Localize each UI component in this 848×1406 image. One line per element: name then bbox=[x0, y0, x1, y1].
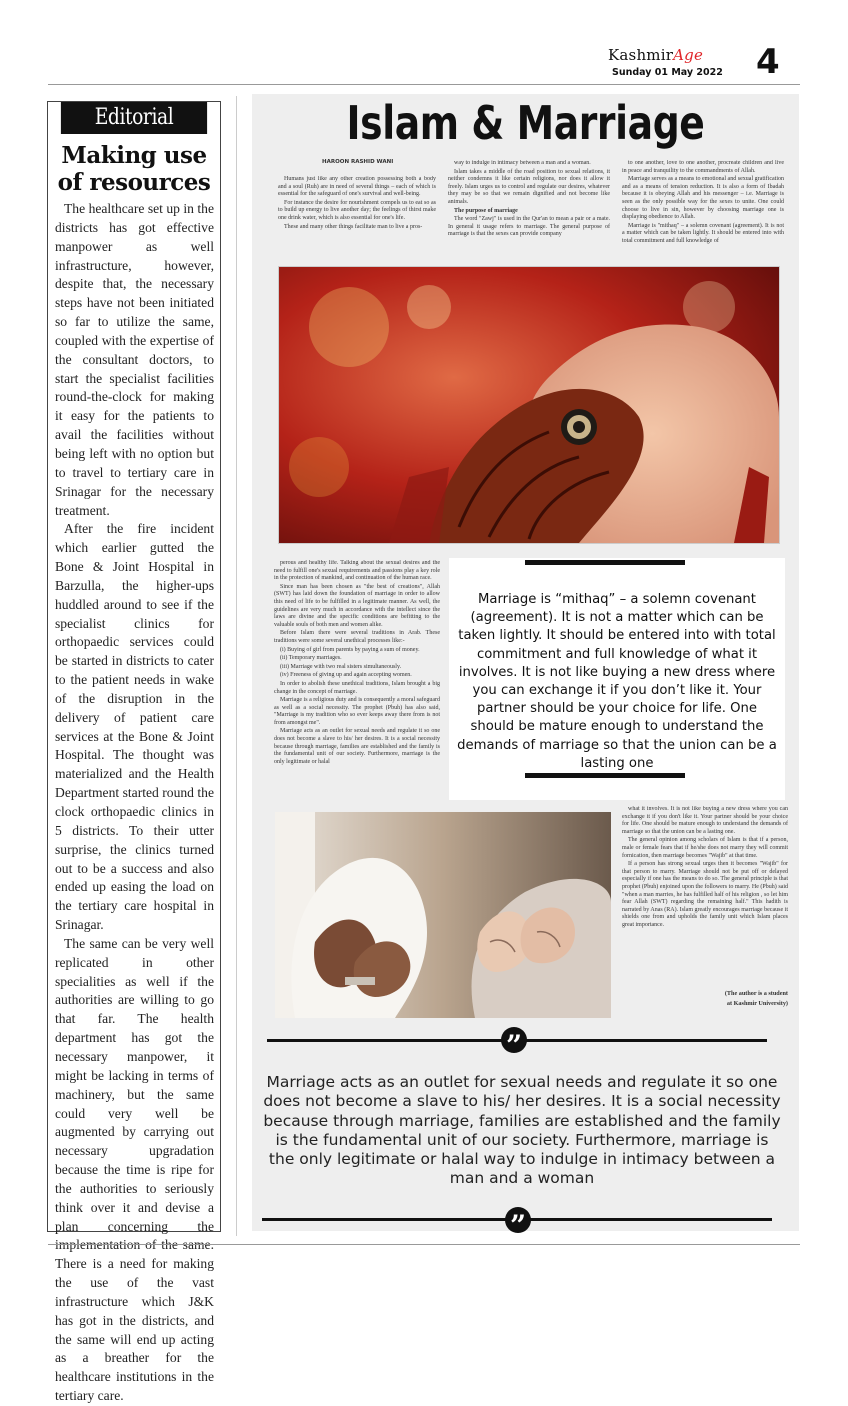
bottom-divider bbox=[48, 1244, 800, 1245]
author-byline: HAROON RASHID WANI bbox=[322, 159, 394, 165]
article-title: Islam & Marriage bbox=[346, 96, 705, 150]
callout-box bbox=[449, 558, 785, 800]
author-note-line: (The author is a student bbox=[724, 990, 788, 997]
article-paragraph: perous and healthy life. Talking about the sexual desires and the need to fulfill one's sexual requirements and passions play a key role in the protection of mankind, and continuation of the human race. bbox=[274, 560, 440, 582]
article-paragraph: The word "Zawj" is used in the Qur'an to mean a pair or a mate. In general it usage refers to marriage. The general purpose of marriage is that the sexes can provide company bbox=[448, 216, 610, 238]
author-note bbox=[644, 989, 788, 1009]
article-subhead: The purpose of marriage bbox=[454, 207, 518, 214]
article-list-item: (iv) Freeness of giving up and again accepting women. bbox=[280, 672, 412, 679]
article-paragraph: Marriage serves as a means to emotional and sexual gratification and as a means of tension reduction. It is also a form of Ibadah because it is obeying Allah and his messenger – i.e. Marriage is seen as the only possible way for the sexes to unite. One could choose to live in sin, however by choosing marriage one is displaying obedience to Allah. bbox=[622, 176, 784, 221]
article-paragraph: Humans just like any other creation possessing both a body and a soul (Ruh) are in need of several things – each of which is essential for the safeguard of one's survival and well-being. bbox=[278, 176, 436, 198]
page-number: 4 bbox=[756, 42, 780, 82]
editorial-paragraph: The healthcare set up in the districts has got effective manpower as well infrastructure, however, despite that, the necessary steps have not been initiated so far to utilize the same, coupled with the expertise of the consultant doctors, to start the specialist facilities round-the-clock for making it easy for the patients to avail the facilities without being left with no option but to travel to tertiary care in Srinagar for the necessary treatment. bbox=[55, 201, 214, 518]
editorial-paragraph: After the fire incident which earlier gutted the Bone & Joint Hospital in Barzulla, the higher-ups huddled around to see if the specialist clinics for orthopaedic services could be started in districts to cater to the patient needs in wake of the disruption in the delivery of patient care services at the Bone & Joint Hospital. The thought was materialized and the Health Department started round the clock orthopaedic clinics in 5 districts. To their utter surprise, the clinics turned out to be a success and also ended up easing the load on the tertiary care hospital in Srinagar. bbox=[55, 521, 214, 933]
article-column-3 bbox=[622, 160, 784, 264]
article-paragraph: Marriage is a religious duty and is consequently a moral safeguard as well as a social necessity. The prophet (Pbuh) has also said, "Marriage is my tradition who so ever keeps away there from is not from amongst me". bbox=[274, 697, 440, 726]
editorial-body bbox=[55, 200, 214, 1406]
article-paragraph: The general opinion among scholars of Islam is that if a person, male or female fears that if he/she does not marry they will commit fornication, then marriage becomes "Wajib" at that time. bbox=[622, 837, 788, 859]
article-paragraph: Before Islam there were several traditions in Arab. These traditions were some several unethical processes like:- bbox=[274, 630, 440, 644]
article-list-item: (ii) Temporary marriages. bbox=[280, 655, 342, 662]
quote-icon: ” bbox=[501, 1027, 527, 1053]
masthead bbox=[608, 42, 798, 82]
article-paragraph: Since man has been chosen as "the best of creations", Allah (SWT) has laid down the foundation of marriage in order to allow this need of life to be fulfilled in a legitimate manner. As well, the guidelines are very much in accordance with the intellect since the laws are divine and the specific conditions are befitting to the valuable souls of both men and women alike. bbox=[274, 583, 440, 628]
callout-text: Marriage is “mithaq” – a solemn covenant (agreement). It is not a matter which can be taken lightly. It should be entered into with total commitment and full knowledge of what it involves. It is not like buying a new dress where you can exchange it if you don’t like it. Your partner should be your choice for life. One should be mature enough to understand the demands of marriage so that the union can be a lasting one bbox=[457, 592, 777, 771]
article-column-5 bbox=[622, 806, 788, 986]
brand-suffix: Age bbox=[673, 46, 704, 64]
article-column-1 bbox=[278, 176, 436, 266]
article-list-item: (iii) Marriage with two real sisters simultaneously. bbox=[280, 663, 402, 670]
article-paragraph: For instance the desire for nourishment compels us to eat so as to build up energy to live another day; the feelings of thirst make one drink water, which is also essential for one's life. bbox=[278, 199, 436, 221]
feature-panel bbox=[252, 94, 799, 1242]
editorial-column bbox=[47, 101, 221, 1404]
article-paragraph: These and many other things facilitate man to live a pros- bbox=[284, 223, 423, 230]
article-paragraph: way to indulge in intimacy between a man and a woman. bbox=[454, 160, 591, 166]
editorial-headline: Making use of resources bbox=[57, 142, 211, 196]
top-divider bbox=[48, 84, 800, 85]
callout-top-bar bbox=[525, 560, 685, 565]
praying-hands-photo bbox=[275, 812, 611, 1018]
article-paragraph: Marriage acts as an outlet for sexual needs and regulate it so one does not become a slave to his/ her desires. It is a social necessity because through marriage, families are established and the family is the fundamental unit of our society. Furthermore, marriage is the only legitimate or halal bbox=[274, 728, 440, 765]
brand-logo bbox=[608, 46, 703, 64]
article-column-2 bbox=[448, 160, 610, 264]
article-list-item: (i) Buying of girl from parents by paying a sum of money. bbox=[280, 646, 420, 653]
column-divider bbox=[236, 96, 237, 1236]
henna-hands-image bbox=[279, 267, 779, 543]
publication-date: Sunday 01 May 2022 bbox=[612, 67, 723, 78]
author-note-line: at Kashmir University) bbox=[726, 1000, 788, 1007]
quote-icon: ” bbox=[505, 1207, 531, 1233]
henna-hands-photo bbox=[278, 266, 780, 544]
article-paragraph: Islam takes a middle of the road position to sexual relations, it neither condemns it like certain religions, nor does it allow it freely. Islam urges us to control and regulate our desires, whatever they may be so that we remain dignified and not become like animals. bbox=[448, 168, 610, 205]
article-paragraph: to one another, love to one another, procreate children and live in peace and tranquility to the commandments of Allah. bbox=[622, 160, 784, 174]
callout-bottom-bar bbox=[525, 773, 685, 778]
article-paragraph: In order to abolish these unethical traditions, Islam brought a big change in the concept of marriage. bbox=[274, 680, 440, 695]
praying-hands-image bbox=[275, 812, 611, 1018]
article-column-4 bbox=[274, 560, 440, 808]
article-paragraph: Marriage is "mithaq" – a solemn covenant (agreement). It is not a matter which can be taken lightly. It should be entered into with total commitment and full knowledge of bbox=[622, 222, 784, 244]
pull-quote-text: Marriage acts as an outlet for sexual needs and regulate it so one does not become a slave to his/ her desires. It is a social necessity because through marriage, families are established and the family is the fundamental unit of our society. Furthermore, marriage is the only legitimate or halal way to indulge in intimacy between a man and a woman bbox=[263, 1073, 781, 1188]
editorial-paragraph: The same can be very well replicated in other specialities as well if the authorities are willing to go that far. The health department has got the necessary manpower, it might be lacking in terms of machinery, but the same could very well be augmented by carrying out necessary upgradation because the time is ripe for the authorities to seriously think over it and devise a plan concerning the There is a need for making the use of the vast infrastructure which J&K has got in the districts, and the same will end up acting as a breather for the healthcare institutions in the tertiary care. bbox=[55, 935, 214, 1404]
article-paragraph: If a person has strong sexual urges then it becomes "Wajib" for that person to marry. Marriage should not be put off or delayed especially if one has the means to do so. The general principle is that prophet (Pbuh) enjoined upon the followers to marry. He (Pbuh) said "when a man marries, he has fulfilled half of his religion , so let him fear Allah (SWT) regarding the remaining half." This hadith is narrated by Anas (RA). Islam greatly encourages marriage because it shields one from and upholds the family unit which Islam places great importance. bbox=[622, 861, 788, 928]
article-paragraph: what it involves. It is not like buying a new dress where you can exchange it if you don't like it. Your partner should be your choice for life. One should be mature enough to understand the demands of marriage so that the union can be a lasting one. bbox=[622, 806, 788, 835]
section-label: Editorial bbox=[61, 102, 207, 134]
brand-prefix: Kashmir bbox=[608, 46, 674, 64]
